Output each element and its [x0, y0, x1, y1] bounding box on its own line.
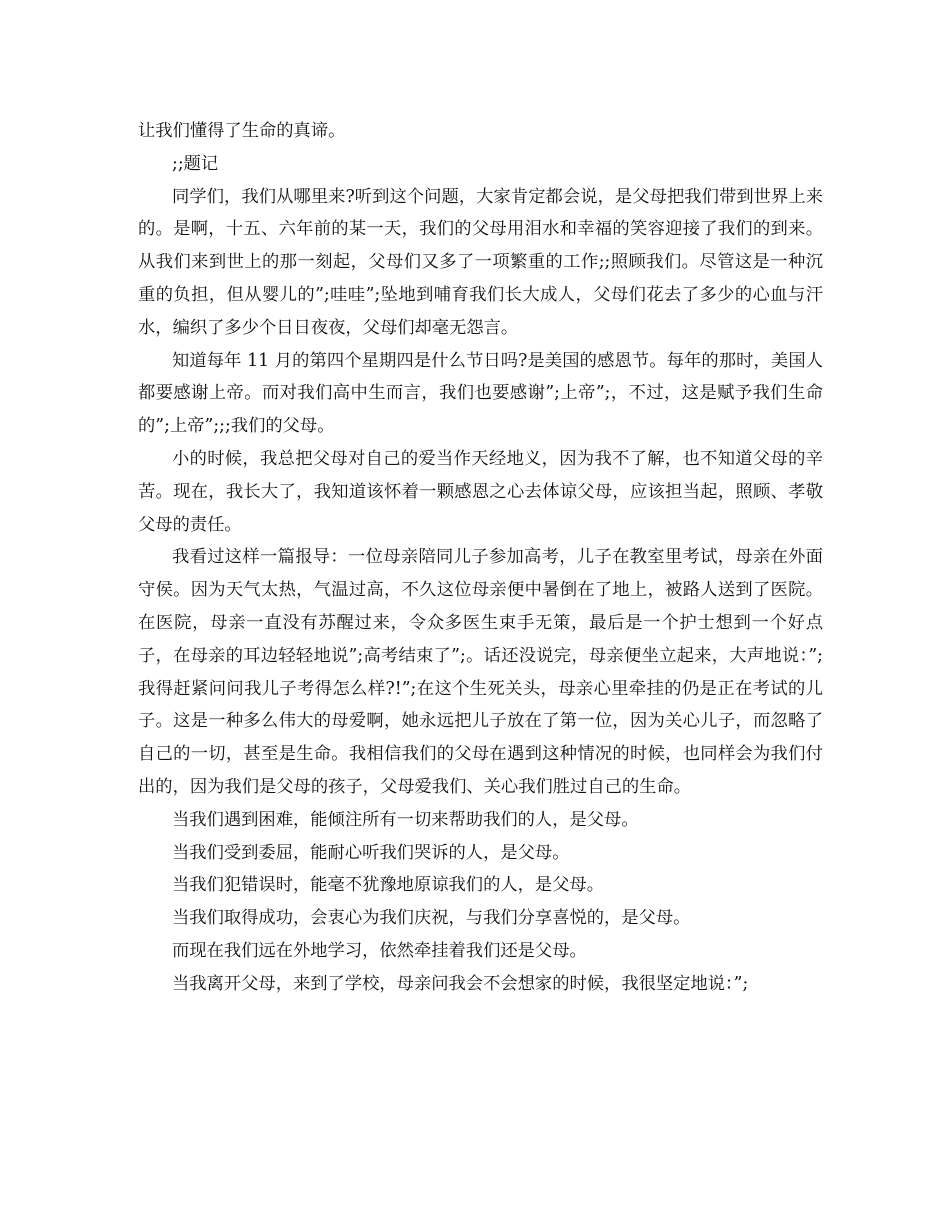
- paragraph: 当我离开父母，来到了学校，母亲问我会不会想家的时候，我很坚定地说：”;: [172, 973, 749, 994]
- paragraph: 而现在我们远在外地学习，依然牵挂着我们还是父母。: [172, 940, 587, 961]
- paragraph: 当我们遇到困难，能倾注所有一切来帮助我们的人，是父母。: [172, 809, 639, 830]
- paragraph: 让我们懂得了生命的真谛。: [138, 121, 346, 141]
- paragraph: 当我们取得成功，会衷心为我们庆祝，与我们分享喜悦的，是父母。: [172, 908, 691, 929]
- paragraph: 小的时候，我总把父母对自己的爱当作天经地义，因为我不了解，也不知道父母的辛苦。现在，我长大了，我知道该怀着一颗感恩之心去体谅父母，应该担当起，照顾、孝敬父母的责任。: [138, 448, 823, 535]
- paragraph: ;;题记: [172, 153, 219, 174]
- paragraph: 同学们，我们从哪里来?听到这个问题，大家肯定都会说，是父母把我们带到世界上来的。是啊，十五、六年前的某一天，我们的父母用泪水和幸福的笑容迎接了我们的到来。从我们来到世上的那一刻起，父母们又多了一项繁重的工作;;照顾我们。尽管这是一种沉重的负担，但从婴儿的”;哇哇”;坠地到哺育我们长大成人，父母们花去了多少的心血与汗水，编织了多少个日日夜夜，父母们却毫无怨言。: [138, 186, 823, 338]
- paragraph: 当我们犯错误时，能毫不犹豫地原谅我们的人，是父母。: [172, 875, 605, 896]
- document-body: [138, 115, 823, 1001]
- paragraph: 知道每年 11 月的第四个星期四是什么节日吗?是美国的感恩节。每年的那时，美国人都要感谢上帝。而对我们高中生而言，我们也要感谢”;上帝”;，不过，这是赋予我们生命的”;上帝”;;;我们的父母。: [138, 350, 823, 437]
- paragraph: 当我们受到委屈，能耐心听我们哭诉的人，是父母。: [172, 842, 570, 863]
- paragraph: 我看过这样一篇报导：一位母亲陪同儿子参加高考，儿子在教室里考试，母亲在外面守侯。因为天气太热，气温过高，不久这位母亲便中暑倒在了地上，被路人送到了医院。在医院，母亲一直没有苏醒过来，令众多医生束手无策，最后是一个护士想到一个好点子，在母亲的耳边轻轻地说”;高考结束了”;。话还没说完，母亲便坐立起来，大声地说：”;我得赶紧问问我儿子考得怎么样?!”;在这个生死关头，母亲心里牵挂的仍是正在考试的儿子。这是一种多么伟大的母爱啊，她永远把儿子放在了第一位，因为关心儿子，而忽略了自己的一切，甚至是生命。我相信我们的父母在遇到这种情况的时候，也同样会为我们付出的，因为我们是父母的孩子，父母爱我们、关心我们胜过自己的生命。: [138, 547, 823, 797]
